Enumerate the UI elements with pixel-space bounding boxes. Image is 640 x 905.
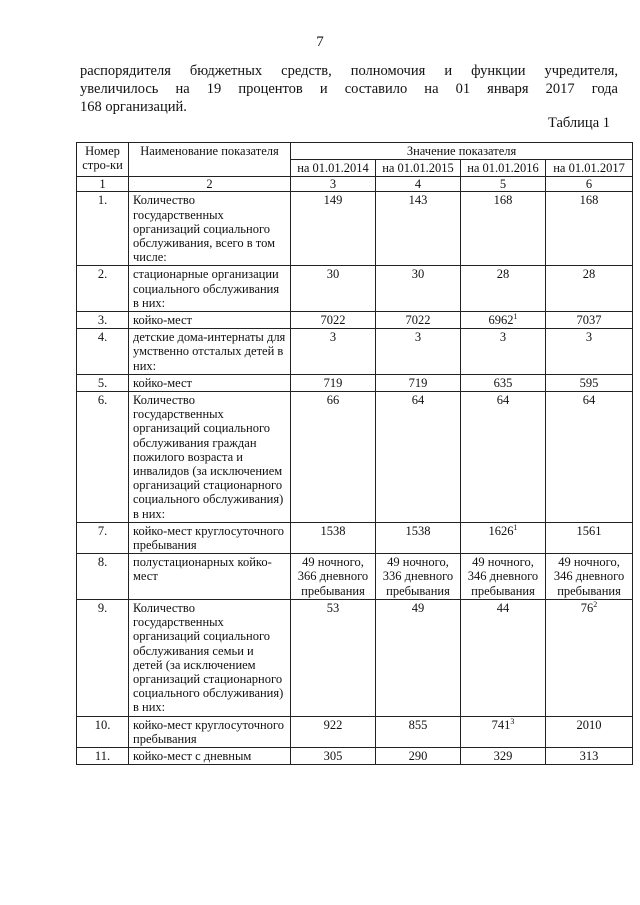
column-index: 4 bbox=[376, 177, 461, 192]
value-2015 bbox=[376, 599, 461, 716]
value-2017-text: 2010 bbox=[576, 717, 602, 732]
value-2014-text: 66 bbox=[326, 393, 340, 408]
table-row bbox=[77, 554, 633, 600]
row-number-text: 7. bbox=[97, 523, 108, 538]
value-2015-text: 49 ночного, 336 дневного пребывания bbox=[382, 555, 454, 598]
indicator-name-text: детские дома-интернаты для умственно отсталых детей в них: bbox=[133, 330, 286, 373]
value-2016 bbox=[461, 716, 546, 747]
row-number-text: 5. bbox=[97, 375, 108, 390]
header-row-number: Номер стро-ки bbox=[77, 143, 129, 177]
row-number bbox=[77, 392, 129, 523]
value-2017-text: 595 bbox=[579, 375, 599, 390]
header-row bbox=[77, 143, 633, 160]
value-2016-text: 1626 bbox=[488, 523, 514, 538]
value-2015 bbox=[376, 192, 461, 266]
value-2016-text: 741 bbox=[491, 717, 511, 732]
intro-line: распорядителя бюджетных средств, полномочия и функции учредителя, bbox=[80, 63, 618, 79]
indicator-name-text: полустационарных койко-мест bbox=[133, 555, 272, 584]
footnote-marker: 1 bbox=[513, 311, 518, 321]
header-date: на 01.01.2017 bbox=[546, 160, 633, 177]
value-2017 bbox=[546, 192, 633, 266]
column-index: 6 bbox=[546, 177, 633, 192]
indicator-name-text: койко-мест круглосуточного пребывания bbox=[133, 717, 284, 746]
value-2016-text: 6962 bbox=[488, 313, 514, 328]
value-2014-text: 922 bbox=[323, 717, 343, 732]
value-2015 bbox=[376, 392, 461, 523]
row-number bbox=[77, 266, 129, 312]
value-2015-text: 3 bbox=[414, 330, 422, 345]
row-number-text: 3. bbox=[97, 313, 108, 328]
value-2016 bbox=[461, 747, 546, 764]
column-index: 5 bbox=[461, 177, 546, 192]
value-2014 bbox=[291, 312, 376, 329]
indicator-name bbox=[129, 374, 291, 391]
intro-paragraph bbox=[80, 62, 618, 116]
value-2017-text: 3 bbox=[585, 330, 593, 345]
value-2017-text: 28 bbox=[582, 267, 596, 282]
row-number-text: 2. bbox=[97, 267, 108, 282]
value-2016-text: 44 bbox=[496, 600, 510, 615]
table-row bbox=[77, 522, 633, 553]
row-number bbox=[77, 599, 129, 716]
value-2015-text: 855 bbox=[408, 717, 428, 732]
row-number-text: 11. bbox=[94, 748, 111, 763]
row-number-text: 6. bbox=[97, 393, 108, 408]
value-2016 bbox=[461, 374, 546, 391]
column-index: 1 bbox=[77, 177, 129, 192]
column-index: 2 bbox=[129, 177, 291, 192]
row-number bbox=[77, 312, 129, 329]
page-number: 7 bbox=[316, 34, 324, 50]
value-2017 bbox=[546, 554, 633, 600]
value-2015 bbox=[376, 266, 461, 312]
value-2015-text: 49 bbox=[411, 600, 425, 615]
value-2016 bbox=[461, 329, 546, 375]
value-2015 bbox=[376, 747, 461, 764]
table-row bbox=[77, 599, 633, 716]
indicator-name bbox=[129, 312, 291, 329]
value-2016-text: 64 bbox=[496, 393, 510, 408]
value-2014 bbox=[291, 554, 376, 600]
row-number-text: 9. bbox=[97, 600, 108, 615]
indicator-name bbox=[129, 599, 291, 716]
value-2014-text: 719 bbox=[323, 375, 343, 390]
header-date: на 01.01.2016 bbox=[461, 160, 546, 177]
value-2014 bbox=[291, 716, 376, 747]
value-2017-text: 1561 bbox=[576, 523, 602, 538]
value-2016-text: 49 ночного, 346 дневного пребывания bbox=[467, 555, 539, 598]
value-2017-text: 49 ночного, 346 дневного пребывания bbox=[553, 555, 625, 598]
indicator-name bbox=[129, 192, 291, 266]
value-2014-text: 305 bbox=[323, 748, 343, 763]
value-2017 bbox=[546, 747, 633, 764]
value-2017-text: 7037 bbox=[576, 313, 602, 328]
value-2016-text: 635 bbox=[493, 375, 513, 390]
footnote-marker: 1 bbox=[513, 522, 518, 532]
intro-line: 168 организаций. bbox=[80, 99, 187, 115]
value-2017-text: 64 bbox=[582, 393, 596, 408]
value-2017 bbox=[546, 312, 633, 329]
value-2017-text: 168 bbox=[579, 193, 599, 208]
row-number bbox=[77, 192, 129, 266]
indicator-name-text: койко-мест круглосуточного пребывания bbox=[133, 523, 284, 553]
table-caption: Таблица 1 bbox=[547, 115, 610, 131]
value-2015 bbox=[376, 329, 461, 375]
value-2017 bbox=[546, 716, 633, 747]
table-row bbox=[77, 374, 633, 391]
row-number-text: 10. bbox=[94, 717, 111, 732]
footnote-marker: 3 bbox=[510, 716, 515, 726]
value-2016 bbox=[461, 312, 546, 329]
indicator-name bbox=[129, 392, 291, 523]
value-2014 bbox=[291, 392, 376, 523]
header-value-group: Значение показателя bbox=[291, 143, 633, 160]
value-2016 bbox=[461, 266, 546, 312]
indicator-name-text: койко-мест bbox=[133, 375, 193, 390]
indicator-name bbox=[129, 266, 291, 312]
value-2016 bbox=[461, 392, 546, 523]
row-number bbox=[77, 374, 129, 391]
value-2015 bbox=[376, 554, 461, 600]
indicator-name bbox=[129, 554, 291, 600]
value-2015 bbox=[376, 374, 461, 391]
row-number bbox=[77, 554, 129, 600]
table-body bbox=[77, 192, 633, 765]
table-row bbox=[77, 312, 633, 329]
table-row bbox=[77, 192, 633, 266]
value-2016-text: 3 bbox=[499, 330, 507, 345]
value-2017 bbox=[546, 266, 633, 312]
value-2014 bbox=[291, 192, 376, 266]
value-2015-text: 64 bbox=[411, 393, 425, 408]
row-number bbox=[77, 747, 129, 764]
value-2014 bbox=[291, 599, 376, 716]
row-number bbox=[77, 522, 129, 553]
header-date: на 01.01.2015 bbox=[376, 160, 461, 177]
header-indicator-name: Наименование показателя bbox=[129, 143, 291, 177]
column-index-row bbox=[77, 177, 633, 192]
value-2014-text: 7022 bbox=[320, 313, 346, 328]
row-number-text: 1. bbox=[97, 193, 108, 208]
indicator-name-text: Количество государственных организаций социального обслуживания семьи и детей (за исключением организаций стационарного социального обслуживания) в них: bbox=[133, 600, 284, 715]
indicator-name bbox=[129, 329, 291, 375]
value-2015-text: 719 bbox=[408, 375, 428, 390]
value-2017 bbox=[546, 392, 633, 523]
table-row bbox=[77, 392, 633, 523]
value-2017-text: 76 bbox=[580, 600, 594, 615]
indicator-name-text: койко-мест bbox=[133, 313, 193, 328]
header-date: на 01.01.2014 bbox=[291, 160, 376, 177]
value-2016-text: 329 bbox=[493, 748, 513, 763]
indicator-name-text: Количество государственных организаций социального обслуживания граждан пожилого возраста и инвалидов (за исключением организаций стационарного социального обслуживания) в них: bbox=[133, 393, 284, 521]
row-number bbox=[77, 329, 129, 375]
value-2016 bbox=[461, 554, 546, 600]
value-2014-text: 1538 bbox=[320, 523, 346, 538]
value-2015-text: 7022 bbox=[405, 313, 431, 328]
value-2017 bbox=[546, 522, 633, 553]
value-2014-text: 3 bbox=[329, 330, 337, 345]
indicator-name-text: койко-мест с дневным bbox=[133, 748, 252, 763]
value-2017 bbox=[546, 374, 633, 391]
value-2016 bbox=[461, 522, 546, 553]
value-2015-text: 30 bbox=[411, 267, 425, 282]
value-2017 bbox=[546, 329, 633, 375]
footnote-marker: 2 bbox=[593, 599, 598, 609]
value-2015-text: 1538 bbox=[405, 523, 431, 538]
value-2014 bbox=[291, 522, 376, 553]
table-row bbox=[77, 266, 633, 312]
row-number-text: 8. bbox=[97, 555, 108, 570]
value-2016 bbox=[461, 599, 546, 716]
table-row bbox=[77, 716, 633, 747]
value-2016-text: 168 bbox=[493, 193, 513, 208]
row-number-text: 4. bbox=[97, 330, 108, 345]
table-row bbox=[77, 747, 633, 764]
value-2015 bbox=[376, 522, 461, 553]
value-2014 bbox=[291, 266, 376, 312]
value-2014 bbox=[291, 747, 376, 764]
value-2015 bbox=[376, 312, 461, 329]
value-2014-text: 53 bbox=[326, 600, 340, 615]
indicator-name bbox=[129, 716, 291, 747]
row-number bbox=[77, 716, 129, 747]
value-2017-text: 313 bbox=[579, 748, 599, 763]
table-row bbox=[77, 329, 633, 375]
value-2014 bbox=[291, 374, 376, 391]
indicator-name-text: Количество государственных организаций социального обслуживания, всего в том числе: bbox=[133, 193, 275, 265]
column-index: 3 bbox=[291, 177, 376, 192]
indicator-name-text: стационарные организации социального обслуживания в них: bbox=[133, 267, 280, 310]
value-2015-text: 143 bbox=[408, 193, 428, 208]
indicator-name bbox=[129, 522, 291, 553]
intro-line: увеличилось на 19 процентов и составило на 01 января 2017 года bbox=[80, 81, 618, 97]
value-2014-text: 149 bbox=[323, 193, 343, 208]
value-2017 bbox=[546, 599, 633, 716]
value-2014 bbox=[291, 329, 376, 375]
indicator-table bbox=[76, 142, 633, 765]
indicator-name bbox=[129, 747, 291, 764]
value-2015-text: 290 bbox=[408, 748, 428, 763]
value-2016 bbox=[461, 192, 546, 266]
value-2016-text: 28 bbox=[496, 267, 510, 282]
value-2014-text: 49 ночного, 366 дневного пребывания bbox=[297, 555, 369, 598]
value-2014-text: 30 bbox=[326, 267, 340, 282]
value-2015 bbox=[376, 716, 461, 747]
